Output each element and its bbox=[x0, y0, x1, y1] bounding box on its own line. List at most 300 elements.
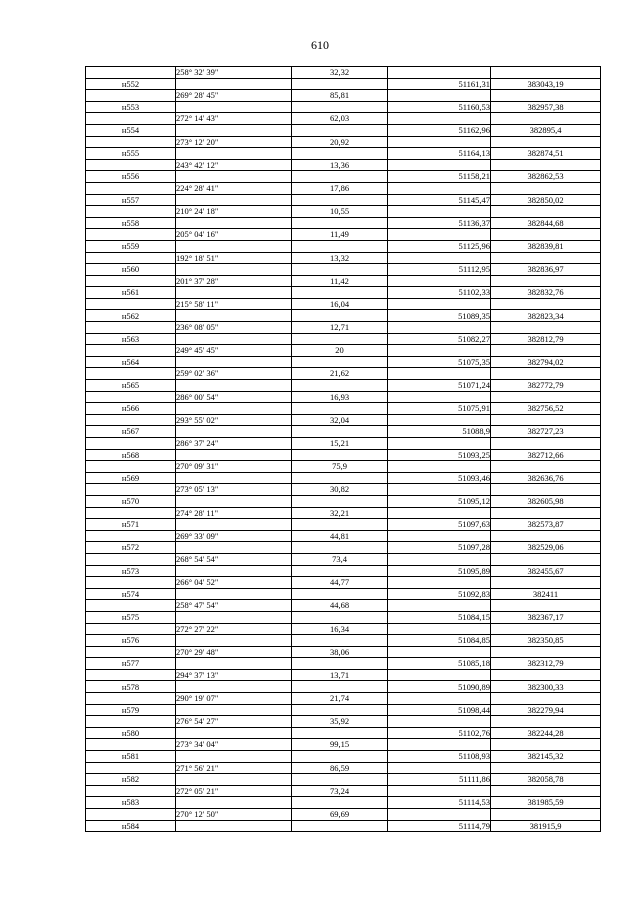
direction-angle-cell: 274° 28' 11" bbox=[176, 507, 292, 519]
x-coordinate-cell bbox=[388, 530, 491, 542]
distance-cell: 32,21 bbox=[292, 507, 388, 519]
segment-row bbox=[86, 275, 601, 287]
direction-angle-cell bbox=[176, 519, 292, 531]
point-name-cell bbox=[86, 785, 176, 797]
x-coordinate-cell bbox=[388, 600, 491, 612]
direction-angle-cell bbox=[176, 101, 292, 113]
point-name-cell: н583 bbox=[86, 797, 176, 809]
distance-cell bbox=[292, 704, 388, 716]
x-coordinate-cell: 51114,79 bbox=[388, 820, 491, 832]
distance-cell: 35,92 bbox=[292, 716, 388, 728]
point-row bbox=[86, 565, 601, 577]
point-row bbox=[86, 380, 601, 392]
distance-cell: 32,32 bbox=[292, 67, 388, 79]
x-coordinate-cell bbox=[388, 414, 491, 426]
x-coordinate-cell bbox=[388, 159, 491, 171]
x-coordinate-cell: 51071,24 bbox=[388, 380, 491, 392]
point-row bbox=[86, 287, 601, 299]
x-coordinate-cell bbox=[388, 113, 491, 125]
point-row bbox=[86, 704, 601, 716]
direction-angle-cell bbox=[176, 751, 292, 763]
point-name-cell: н560 bbox=[86, 264, 176, 276]
point-name-cell bbox=[86, 600, 176, 612]
distance-cell bbox=[292, 449, 388, 461]
segment-row bbox=[86, 113, 601, 125]
direction-angle-cell: 258° 47' 54" bbox=[176, 600, 292, 612]
direction-angle-cell bbox=[176, 449, 292, 461]
point-row bbox=[86, 472, 601, 484]
segment-row bbox=[86, 646, 601, 658]
distance-cell: 44,68 bbox=[292, 600, 388, 612]
y-coordinate-cell: 382145,32 bbox=[491, 751, 601, 763]
x-coordinate-cell: 51097,28 bbox=[388, 542, 491, 554]
x-coordinate-cell bbox=[388, 345, 491, 357]
point-row bbox=[86, 148, 601, 160]
point-name-cell: н563 bbox=[86, 333, 176, 345]
point-row bbox=[86, 403, 601, 415]
distance-cell bbox=[292, 380, 388, 392]
distance-cell bbox=[292, 356, 388, 368]
y-coordinate-cell bbox=[491, 113, 601, 125]
y-coordinate-cell: 382772,79 bbox=[491, 380, 601, 392]
point-row bbox=[86, 658, 601, 670]
y-coordinate-cell bbox=[491, 461, 601, 473]
distance-cell: 16,93 bbox=[292, 391, 388, 403]
point-name-cell: н553 bbox=[86, 101, 176, 113]
y-coordinate-cell bbox=[491, 368, 601, 380]
point-row bbox=[86, 78, 601, 90]
x-coordinate-cell bbox=[388, 391, 491, 403]
direction-angle-cell bbox=[176, 194, 292, 206]
distance-cell: 12,71 bbox=[292, 322, 388, 334]
direction-angle-cell bbox=[176, 611, 292, 623]
direction-angle-cell: 273° 12' 20" bbox=[176, 136, 292, 148]
y-coordinate-cell bbox=[491, 159, 601, 171]
x-coordinate-cell: 51075,91 bbox=[388, 403, 491, 415]
direction-angle-cell: 276° 54' 27" bbox=[176, 716, 292, 728]
segment-row bbox=[86, 298, 601, 310]
y-coordinate-cell bbox=[491, 67, 601, 79]
distance-cell bbox=[292, 495, 388, 507]
point-name-cell: н562 bbox=[86, 310, 176, 322]
distance-cell: 30,82 bbox=[292, 484, 388, 496]
x-coordinate-cell bbox=[388, 716, 491, 728]
segment-row bbox=[86, 252, 601, 264]
y-coordinate-cell: 382895,4 bbox=[491, 124, 601, 136]
distance-cell: 21,74 bbox=[292, 693, 388, 705]
point-row bbox=[86, 426, 601, 438]
y-coordinate-cell: 382832,76 bbox=[491, 287, 601, 299]
x-coordinate-cell: 51095,12 bbox=[388, 495, 491, 507]
y-coordinate-cell: 382058,78 bbox=[491, 774, 601, 786]
direction-angle-cell bbox=[176, 380, 292, 392]
point-name-cell: н568 bbox=[86, 449, 176, 461]
y-coordinate-cell bbox=[491, 646, 601, 658]
segment-row bbox=[86, 739, 601, 751]
segment-row bbox=[86, 391, 601, 403]
point-name-cell: н575 bbox=[86, 611, 176, 623]
y-coordinate-cell: 383043,19 bbox=[491, 78, 601, 90]
y-coordinate-cell: 382957,38 bbox=[491, 101, 601, 113]
y-coordinate-cell: 382636,76 bbox=[491, 472, 601, 484]
distance-cell: 11,49 bbox=[292, 229, 388, 241]
y-coordinate-cell: 382455,67 bbox=[491, 565, 601, 577]
point-row bbox=[86, 356, 601, 368]
y-coordinate-cell: 382839,81 bbox=[491, 240, 601, 252]
direction-angle-cell: 243° 42' 12" bbox=[176, 159, 292, 171]
point-row bbox=[86, 681, 601, 693]
x-coordinate-cell: 51097,63 bbox=[388, 519, 491, 531]
point-name-cell bbox=[86, 809, 176, 821]
point-name-cell: н581 bbox=[86, 751, 176, 763]
direction-angle-cell: 210° 24' 18" bbox=[176, 206, 292, 218]
y-coordinate-cell: 382367,17 bbox=[491, 611, 601, 623]
distance-cell: 15,21 bbox=[292, 438, 388, 450]
coordinates-table-body bbox=[86, 67, 601, 832]
segment-row bbox=[86, 90, 601, 102]
point-name-cell bbox=[86, 530, 176, 542]
direction-angle-cell: 249° 45' 45" bbox=[176, 345, 292, 357]
point-name-cell: н572 bbox=[86, 542, 176, 554]
page-number: 610 bbox=[311, 38, 329, 52]
segment-row bbox=[86, 484, 601, 496]
point-name-cell bbox=[86, 90, 176, 102]
direction-angle-cell: 201° 37' 28" bbox=[176, 275, 292, 287]
distance-cell bbox=[292, 820, 388, 832]
distance-cell bbox=[292, 240, 388, 252]
x-coordinate-cell bbox=[388, 623, 491, 635]
point-row bbox=[86, 449, 601, 461]
point-name-cell bbox=[86, 507, 176, 519]
y-coordinate-cell: 382573,87 bbox=[491, 519, 601, 531]
y-coordinate-cell: 382727,23 bbox=[491, 426, 601, 438]
x-coordinate-cell bbox=[388, 762, 491, 774]
x-coordinate-cell bbox=[388, 809, 491, 821]
y-coordinate-cell: 381915,9 bbox=[491, 820, 601, 832]
x-coordinate-cell: 51162,96 bbox=[388, 124, 491, 136]
direction-angle-cell: 205° 04' 16" bbox=[176, 229, 292, 241]
y-coordinate-cell bbox=[491, 716, 601, 728]
distance-cell bbox=[292, 287, 388, 299]
y-coordinate-cell: 382823,34 bbox=[491, 310, 601, 322]
x-coordinate-cell bbox=[388, 669, 491, 681]
x-coordinate-cell: 51092,83 bbox=[388, 588, 491, 600]
distance-cell bbox=[292, 774, 388, 786]
point-name-cell: н561 bbox=[86, 287, 176, 299]
segment-row bbox=[86, 322, 601, 334]
point-name-cell: н584 bbox=[86, 820, 176, 832]
point-name-cell bbox=[86, 484, 176, 496]
direction-angle-cell bbox=[176, 403, 292, 415]
distance-cell: 38,06 bbox=[292, 646, 388, 658]
y-coordinate-cell: 382529,06 bbox=[491, 542, 601, 554]
direction-angle-cell bbox=[176, 472, 292, 484]
direction-angle-cell bbox=[176, 658, 292, 670]
distance-cell bbox=[292, 101, 388, 113]
y-coordinate-cell bbox=[491, 577, 601, 589]
point-name-cell: н556 bbox=[86, 171, 176, 183]
y-coordinate-cell bbox=[491, 322, 601, 334]
direction-angle-cell bbox=[176, 333, 292, 345]
direction-angle-cell: 270° 09' 31" bbox=[176, 461, 292, 473]
x-coordinate-cell: 51102,76 bbox=[388, 727, 491, 739]
distance-cell: 20,92 bbox=[292, 136, 388, 148]
direction-angle-cell: 224° 28' 41" bbox=[176, 182, 292, 194]
y-coordinate-cell: 381985,59 bbox=[491, 797, 601, 809]
y-coordinate-cell bbox=[491, 739, 601, 751]
distance-cell bbox=[292, 171, 388, 183]
direction-angle-cell: 259° 02' 36" bbox=[176, 368, 292, 380]
y-coordinate-cell: 382244,28 bbox=[491, 727, 601, 739]
direction-angle-cell bbox=[176, 681, 292, 693]
y-coordinate-cell: 382279,94 bbox=[491, 704, 601, 716]
point-name-cell bbox=[86, 229, 176, 241]
y-coordinate-cell bbox=[491, 229, 601, 241]
direction-angle-cell: 286° 00' 54" bbox=[176, 391, 292, 403]
segment-row bbox=[86, 530, 601, 542]
distance-cell bbox=[292, 727, 388, 739]
point-row bbox=[86, 519, 601, 531]
x-coordinate-cell bbox=[388, 461, 491, 473]
x-coordinate-cell bbox=[388, 553, 491, 565]
distance-cell bbox=[292, 403, 388, 415]
point-name-cell bbox=[86, 762, 176, 774]
y-coordinate-cell bbox=[491, 484, 601, 496]
segment-row bbox=[86, 577, 601, 589]
segment-row bbox=[86, 414, 601, 426]
direction-angle-cell: 271° 56' 21" bbox=[176, 762, 292, 774]
y-coordinate-cell: 382712,66 bbox=[491, 449, 601, 461]
x-coordinate-cell bbox=[388, 785, 491, 797]
x-coordinate-cell: 51093,46 bbox=[388, 472, 491, 484]
y-coordinate-cell: 382836,97 bbox=[491, 264, 601, 276]
segment-row bbox=[86, 762, 601, 774]
x-coordinate-cell: 51158,21 bbox=[388, 171, 491, 183]
point-name-cell bbox=[86, 693, 176, 705]
direction-angle-cell: 236° 08' 05" bbox=[176, 322, 292, 334]
point-row bbox=[86, 774, 601, 786]
point-name-cell: н565 bbox=[86, 380, 176, 392]
y-coordinate-cell bbox=[491, 507, 601, 519]
point-name-cell: н571 bbox=[86, 519, 176, 531]
segment-row bbox=[86, 461, 601, 473]
x-coordinate-cell: 51090,89 bbox=[388, 681, 491, 693]
segment-row bbox=[86, 345, 601, 357]
x-coordinate-cell: 51111,86 bbox=[388, 774, 491, 786]
point-name-cell bbox=[86, 159, 176, 171]
point-row bbox=[86, 588, 601, 600]
direction-angle-cell: 266° 04' 52" bbox=[176, 577, 292, 589]
x-coordinate-cell: 51082,27 bbox=[388, 333, 491, 345]
y-coordinate-cell: 382850,02 bbox=[491, 194, 601, 206]
segment-row bbox=[86, 716, 601, 728]
y-coordinate-cell bbox=[491, 206, 601, 218]
y-coordinate-cell bbox=[491, 785, 601, 797]
y-coordinate-cell bbox=[491, 136, 601, 148]
distance-cell: 32,04 bbox=[292, 414, 388, 426]
direction-angle-cell bbox=[176, 635, 292, 647]
distance-cell: 17,86 bbox=[292, 182, 388, 194]
direction-angle-cell bbox=[176, 797, 292, 809]
x-coordinate-cell: 51161,31 bbox=[388, 78, 491, 90]
direction-angle-cell: 272° 14' 43" bbox=[176, 113, 292, 125]
distance-cell bbox=[292, 148, 388, 160]
direction-angle-cell: 268° 54' 54" bbox=[176, 553, 292, 565]
point-name-cell bbox=[86, 391, 176, 403]
distance-cell: 10,55 bbox=[292, 206, 388, 218]
direction-angle-cell bbox=[176, 217, 292, 229]
x-coordinate-cell: 51098,44 bbox=[388, 704, 491, 716]
point-name-cell bbox=[86, 252, 176, 264]
segment-row bbox=[86, 229, 601, 241]
point-name-cell: н552 bbox=[86, 78, 176, 90]
direction-angle-cell bbox=[176, 588, 292, 600]
x-coordinate-cell bbox=[388, 206, 491, 218]
direction-angle-cell: 269° 33' 09" bbox=[176, 530, 292, 542]
x-coordinate-cell: 51088,9 bbox=[388, 426, 491, 438]
y-coordinate-cell bbox=[491, 391, 601, 403]
x-coordinate-cell bbox=[388, 90, 491, 102]
point-name-cell bbox=[86, 298, 176, 310]
x-coordinate-cell bbox=[388, 368, 491, 380]
point-name-cell bbox=[86, 739, 176, 751]
distance-cell bbox=[292, 519, 388, 531]
y-coordinate-cell bbox=[491, 414, 601, 426]
point-name-cell: н566 bbox=[86, 403, 176, 415]
point-row bbox=[86, 171, 601, 183]
direction-angle-cell bbox=[176, 148, 292, 160]
segment-row bbox=[86, 159, 601, 171]
direction-angle-cell bbox=[176, 565, 292, 577]
distance-cell bbox=[292, 333, 388, 345]
distance-cell bbox=[292, 611, 388, 623]
y-coordinate-cell bbox=[491, 623, 601, 635]
y-coordinate-cell bbox=[491, 438, 601, 450]
point-name-cell: н564 bbox=[86, 356, 176, 368]
y-coordinate-cell bbox=[491, 809, 601, 821]
point-name-cell bbox=[86, 716, 176, 728]
x-coordinate-cell bbox=[388, 322, 491, 334]
segment-row bbox=[86, 553, 601, 565]
x-coordinate-cell bbox=[388, 484, 491, 496]
x-coordinate-cell bbox=[388, 252, 491, 264]
point-name-cell bbox=[86, 182, 176, 194]
segment-row bbox=[86, 182, 601, 194]
direction-angle-cell bbox=[176, 820, 292, 832]
distance-cell bbox=[292, 194, 388, 206]
point-row bbox=[86, 495, 601, 507]
distance-cell: 73,4 bbox=[292, 553, 388, 565]
direction-angle-cell: 273° 05' 13" bbox=[176, 484, 292, 496]
point-name-cell bbox=[86, 669, 176, 681]
distance-cell bbox=[292, 797, 388, 809]
point-name-cell bbox=[86, 322, 176, 334]
direction-angle-cell bbox=[176, 727, 292, 739]
y-coordinate-cell bbox=[491, 669, 601, 681]
point-name-cell: н570 bbox=[86, 495, 176, 507]
x-coordinate-cell bbox=[388, 229, 491, 241]
direction-angle-cell bbox=[176, 774, 292, 786]
segment-row bbox=[86, 67, 601, 79]
y-coordinate-cell bbox=[491, 90, 601, 102]
x-coordinate-cell: 51085,18 bbox=[388, 658, 491, 670]
direction-angle-cell: 273° 34' 04" bbox=[176, 739, 292, 751]
distance-cell: 44,77 bbox=[292, 577, 388, 589]
y-coordinate-cell bbox=[491, 298, 601, 310]
distance-cell bbox=[292, 472, 388, 484]
x-coordinate-cell: 51102,33 bbox=[388, 287, 491, 299]
x-coordinate-cell: 51075,35 bbox=[388, 356, 491, 368]
direction-angle-cell bbox=[176, 356, 292, 368]
direction-angle-cell bbox=[176, 426, 292, 438]
x-coordinate-cell bbox=[388, 646, 491, 658]
point-name-cell bbox=[86, 553, 176, 565]
segment-row bbox=[86, 206, 601, 218]
point-row bbox=[86, 727, 601, 739]
distance-cell bbox=[292, 124, 388, 136]
direction-angle-cell: 272° 27' 22" bbox=[176, 623, 292, 635]
direction-angle-cell: 294° 37' 13" bbox=[176, 669, 292, 681]
direction-angle-cell: 290° 19' 07" bbox=[176, 693, 292, 705]
point-name-cell bbox=[86, 206, 176, 218]
distance-cell bbox=[292, 542, 388, 554]
direction-angle-cell: 286° 37' 24" bbox=[176, 438, 292, 450]
distance-cell: 99,15 bbox=[292, 739, 388, 751]
distance-cell: 86,59 bbox=[292, 762, 388, 774]
x-coordinate-cell bbox=[388, 67, 491, 79]
x-coordinate-cell: 51089,35 bbox=[388, 310, 491, 322]
y-coordinate-cell: 382844,68 bbox=[491, 217, 601, 229]
y-coordinate-cell: 382605,98 bbox=[491, 495, 601, 507]
segment-row bbox=[86, 693, 601, 705]
point-name-cell: н559 bbox=[86, 240, 176, 252]
point-name-cell bbox=[86, 113, 176, 125]
distance-cell bbox=[292, 426, 388, 438]
y-coordinate-cell: 382411 bbox=[491, 588, 601, 600]
point-row bbox=[86, 124, 601, 136]
y-coordinate-cell bbox=[491, 182, 601, 194]
distance-cell bbox=[292, 635, 388, 647]
direction-angle-cell: 269° 28' 45" bbox=[176, 90, 292, 102]
point-name-cell: н554 bbox=[86, 124, 176, 136]
distance-cell: 21,62 bbox=[292, 368, 388, 380]
x-coordinate-cell: 51114,53 bbox=[388, 797, 491, 809]
y-coordinate-cell bbox=[491, 345, 601, 357]
y-coordinate-cell bbox=[491, 693, 601, 705]
distance-cell bbox=[292, 78, 388, 90]
x-coordinate-cell: 51136,37 bbox=[388, 217, 491, 229]
x-coordinate-cell bbox=[388, 298, 491, 310]
distance-cell: 73,24 bbox=[292, 785, 388, 797]
point-row bbox=[86, 217, 601, 229]
y-coordinate-cell: 382812,79 bbox=[491, 333, 601, 345]
distance-cell: 16,04 bbox=[292, 298, 388, 310]
y-coordinate-cell bbox=[491, 275, 601, 287]
direction-angle-cell: 215° 58' 11" bbox=[176, 298, 292, 310]
segment-row bbox=[86, 438, 601, 450]
x-coordinate-cell: 51084,15 bbox=[388, 611, 491, 623]
distance-cell bbox=[292, 588, 388, 600]
distance-cell: 11,42 bbox=[292, 275, 388, 287]
point-name-cell: н567 bbox=[86, 426, 176, 438]
segment-row bbox=[86, 507, 601, 519]
point-row bbox=[86, 820, 601, 832]
distance-cell bbox=[292, 264, 388, 276]
distance-cell: 75,9 bbox=[292, 461, 388, 473]
segment-row bbox=[86, 368, 601, 380]
distance-cell bbox=[292, 658, 388, 670]
point-name-cell bbox=[86, 461, 176, 473]
